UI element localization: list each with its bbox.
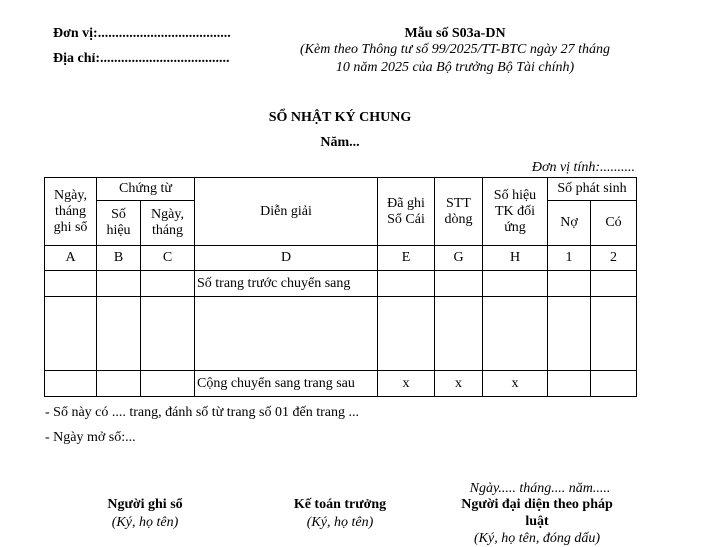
cell — [548, 371, 591, 397]
address-field: Địa chỉ:..................................... — [53, 51, 230, 66]
cell — [141, 297, 195, 371]
row-posted: x — [378, 371, 435, 397]
row-line-no: x — [435, 371, 483, 397]
header-voucher-no: Số hiệu — [97, 201, 141, 246]
row-posted — [378, 271, 435, 297]
table-row — [45, 371, 637, 397]
header-line-no: STT dòng — [435, 178, 483, 246]
cell — [591, 271, 637, 297]
form-code: Mẫu số S03a-DN — [404, 26, 506, 41]
form-note-line2: 10 năm 2025 của Bộ trưởng Bộ Tài chính) — [335, 60, 575, 75]
cell — [141, 371, 195, 397]
year-label: Năm... — [320, 135, 360, 150]
row-account: x — [483, 371, 548, 397]
header-date-recorded: Ngày, tháng ghi sổ — [45, 178, 97, 246]
recorder-title: Người ghi sổ — [107, 497, 183, 512]
row-description: Cộng chuyển sang trang sau — [195, 371, 378, 397]
note-open-date: - Ngày mở sổ:... — [45, 430, 136, 445]
column-code: D — [195, 246, 378, 271]
table-row — [45, 297, 637, 371]
row-line-no — [435, 297, 483, 371]
header-description: Diễn giải — [195, 178, 378, 246]
header-debit: Nợ — [548, 201, 591, 246]
legal-rep-title-line2: luật — [525, 514, 549, 529]
header-account: Số hiệu TK đối ứng — [483, 178, 548, 246]
cell — [548, 297, 591, 371]
column-code: 2 — [591, 246, 637, 271]
row-description: Số trang trước chuyển sang — [195, 271, 378, 297]
cell — [45, 271, 97, 297]
column-code: B — [97, 246, 141, 271]
cell — [97, 297, 141, 371]
column-code: G — [435, 246, 483, 271]
column-code: H — [483, 246, 548, 271]
legal-rep-title: Người đại diện theo pháp — [461, 497, 613, 512]
journal-table — [44, 177, 637, 397]
cell — [97, 371, 141, 397]
chief-accountant-title: Kế toán trưởng — [293, 497, 387, 512]
header-voucher: Chứng từ — [97, 178, 195, 201]
legal-rep-note: (Ký, họ tên, đóng dấu) — [474, 531, 600, 546]
note-pages: - Sổ này có .... trang, đánh số từ trang số 01 đến trang ... — [45, 405, 359, 420]
cell — [548, 271, 591, 297]
currency-unit: Đơn vị tính:.......... — [531, 160, 635, 175]
row-account — [483, 271, 548, 297]
row-account — [483, 297, 548, 371]
row-line-no — [435, 271, 483, 297]
cell — [591, 297, 637, 371]
cell — [45, 297, 97, 371]
column-code: E — [378, 246, 435, 271]
cell — [97, 271, 141, 297]
header-voucher-date: Ngày, tháng — [141, 201, 195, 246]
header-credit: Có — [591, 201, 637, 246]
header-posted: Đã ghi Sổ Cái — [378, 178, 435, 246]
form-note-line1: (Kèm theo Thông tư số 99/2025/TT-BTC ngày 27 tháng — [300, 42, 610, 57]
row-description — [195, 297, 378, 371]
unit-field: Đơn vị:...................................... — [53, 26, 231, 41]
column-code: 1 — [548, 246, 591, 271]
recorder-note: (Ký, họ tên) — [111, 515, 179, 530]
signature-date: Ngày..... tháng.... năm..... — [469, 481, 611, 496]
cell — [141, 271, 195, 297]
cell — [45, 371, 97, 397]
column-code: A — [45, 246, 97, 271]
chief-accountant-note: (Ký, họ tên) — [306, 515, 374, 530]
table-row — [45, 271, 637, 297]
row-posted — [378, 297, 435, 371]
cell — [591, 371, 637, 397]
column-code: C — [141, 246, 195, 271]
page-title: SỔ NHẬT KÝ CHUNG — [268, 110, 412, 125]
column-code-row — [45, 246, 637, 271]
header-amount: Số phát sinh — [548, 178, 637, 201]
